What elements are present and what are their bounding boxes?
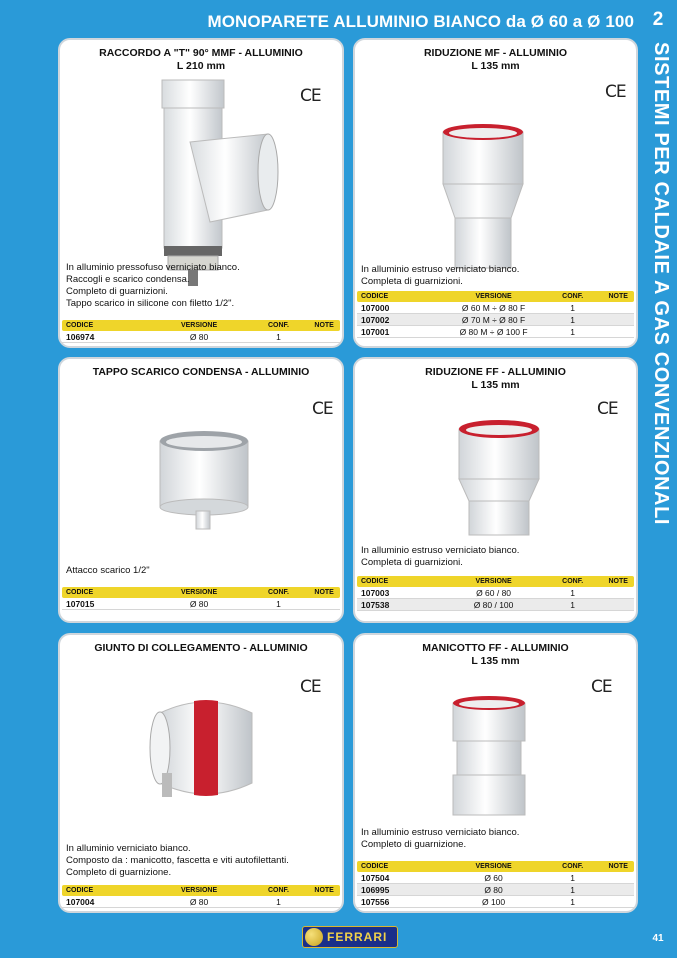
description-line: Completa di guarnizioni. — [361, 276, 463, 287]
sleeve-ff-image — [451, 693, 527, 821]
cell-code: 107004 — [66, 896, 95, 907]
col-code: CODICE — [361, 863, 389, 870]
cell-conf: 1 — [276, 896, 281, 907]
col-note: NOTE — [608, 863, 628, 870]
description-line: Completo di guarnizione. — [361, 839, 467, 850]
product-table — [357, 861, 634, 908]
cell-code: 106995 — [361, 884, 390, 895]
cell-version: Ø 80 — [484, 884, 503, 895]
cell-code: 107003 — [361, 587, 390, 598]
description-line: Attacco scarico 1/2" — [66, 565, 150, 576]
cell-version: Ø 100 — [481, 896, 506, 907]
table-header — [357, 861, 634, 872]
table-row — [357, 872, 634, 884]
table-row — [357, 599, 634, 611]
table-row — [62, 598, 340, 610]
description-line: In alluminio estruso verniciato bianco. — [361, 545, 520, 556]
table-header — [62, 885, 340, 896]
reducer-ff-image — [455, 417, 543, 539]
reducer-mf-image — [441, 122, 525, 272]
cell-conf: 1 — [276, 598, 281, 609]
table-row — [62, 331, 340, 343]
table-header — [62, 320, 340, 331]
table-row — [62, 896, 340, 908]
product-card-riduzione-mf — [353, 38, 638, 348]
table-row — [357, 587, 634, 599]
ce-mark-icon: CE — [597, 399, 618, 419]
cell-version: Ø 80 M ÷ Ø 100 F — [459, 326, 528, 337]
cell-conf: 1 — [570, 884, 576, 895]
cell-conf: 1 — [570, 599, 576, 610]
product-card-tappo-scarico — [58, 357, 344, 623]
cell-code: 107538 — [361, 599, 390, 610]
table-row — [357, 896, 634, 908]
product-table — [357, 576, 634, 611]
product-table — [357, 291, 634, 338]
col-code: CODICE — [66, 322, 94, 329]
condensate-cap-image — [156, 427, 252, 535]
col-note: NOTE — [608, 293, 628, 300]
card-title: RIDUZIONE FF - ALLUMINIO — [425, 366, 566, 378]
description-line: In alluminio verniciato bianco. — [66, 843, 191, 854]
table-row — [357, 302, 634, 314]
brand-logo — [302, 926, 398, 948]
description-line: Composto da : manicotto, fascetta e viti autofilettanti. — [66, 855, 289, 866]
cell-code: 107002 — [361, 314, 390, 325]
page-title: MONOPARETE ALLUMINIO BIANCO da Ø 60 a Ø 100 — [207, 12, 634, 31]
table-header — [357, 291, 634, 302]
cell-version: Ø 60 — [484, 872, 503, 883]
ce-mark-icon: CE — [312, 399, 333, 419]
card-title: RACCORDO A "T" 90° MMF - ALLUMINIO — [99, 47, 303, 59]
cell-code: 107000 — [361, 302, 390, 313]
cell-code: 106974 — [66, 331, 95, 342]
col-note: NOTE — [608, 578, 628, 585]
tee-pipe-image — [150, 72, 280, 292]
card-subtitle: L 135 mm — [471, 379, 520, 391]
description-line: Raccogli e scarico condensa. — [66, 274, 190, 285]
card-subtitle: L 135 mm — [471, 60, 520, 72]
product-table — [62, 885, 340, 908]
section-number: 2 — [652, 9, 664, 30]
cell-version: Ø 80 — [189, 331, 209, 342]
ce-mark-icon: CE — [300, 677, 321, 697]
cell-version: Ø 60 M ÷ Ø 80 F — [461, 302, 526, 313]
table-row — [357, 326, 634, 338]
col-conf: CONF. — [562, 293, 584, 300]
card-subtitle: L 210 mm — [176, 60, 226, 72]
cell-conf: 1 — [276, 331, 281, 342]
cell-conf: 1 — [570, 896, 576, 907]
card-subtitle: L 135 mm — [471, 655, 520, 667]
cell-version: Ø 80 — [189, 896, 209, 907]
table-header — [357, 576, 634, 587]
card-title: RIDUZIONE MF - ALLUMINIO — [423, 47, 568, 59]
col-note: NOTE — [314, 322, 334, 329]
description-line: In alluminio pressofuso verniciato bianco. — [66, 262, 240, 273]
cell-conf: 1 — [570, 314, 576, 325]
product-card-manicotto — [353, 633, 638, 913]
cell-conf: 1 — [570, 326, 576, 337]
col-version: VERSIONE — [180, 589, 218, 596]
ce-mark-icon: CE — [605, 82, 626, 102]
product-card-raccordo-t — [58, 38, 344, 348]
col-conf: CONF. — [562, 863, 584, 870]
col-version: VERSIONE — [475, 578, 512, 585]
page-number: 41 — [652, 933, 664, 944]
description-line: Completa di guarnizioni. — [361, 557, 463, 568]
cell-code: 107015 — [66, 598, 95, 609]
cell-code: 107556 — [361, 896, 390, 907]
col-code: CODICE — [66, 887, 94, 894]
product-card-giunto — [58, 633, 344, 913]
side-title: SISTEMI PER CALDAIE A GAS CONVENZIONALI — [650, 42, 672, 526]
col-code: CODICE — [361, 293, 389, 300]
card-title: MANICOTTO FF - ALLUMINIO — [422, 642, 569, 654]
description-line: Completo di guarnizioni. — [66, 286, 168, 297]
cell-code: 107001 — [361, 326, 390, 337]
ce-mark-icon: CE — [300, 86, 321, 106]
description-line: In alluminio estruso verniciato bianco. — [361, 264, 520, 275]
table-row — [357, 884, 634, 896]
product-card-riduzione-ff — [353, 357, 638, 623]
col-conf: CONF. — [267, 322, 289, 329]
product-table — [62, 587, 340, 610]
cell-version: Ø 70 M ÷ Ø 80 F — [461, 314, 526, 325]
cell-version: Ø 60 / 80 — [476, 587, 512, 598]
col-conf: CONF. — [267, 887, 289, 894]
col-note: NOTE — [314, 589, 334, 596]
description-line: In alluminio estruso verniciato bianco. — [361, 827, 520, 838]
ce-mark-icon: CE — [591, 677, 612, 697]
description-line: Tappo scarico in silicone con filetto 1/2". — [66, 298, 235, 309]
col-note: NOTE — [314, 887, 334, 894]
col-version: VERSIONE — [180, 887, 218, 894]
cell-code: 107504 — [361, 872, 390, 883]
table-header — [62, 587, 340, 598]
card-title: TAPPO SCARICO CONDENSA - ALLUMINIO — [92, 366, 310, 378]
card-title: GIUNTO DI COLLEGAMENTO - ALLUMINIO — [94, 642, 308, 654]
logo-emblem-icon — [305, 928, 323, 946]
product-table — [62, 320, 340, 343]
cell-conf: 1 — [570, 872, 576, 883]
table-row — [357, 314, 634, 326]
description-line: Completo di guarnizione. — [66, 867, 172, 878]
col-code: CODICE — [66, 589, 94, 596]
col-conf: CONF. — [562, 578, 584, 585]
cell-conf: 1 — [570, 587, 576, 598]
col-version: VERSIONE — [475, 863, 512, 870]
col-conf: CONF. — [267, 589, 289, 596]
coupling-clamp-image — [146, 683, 266, 805]
cell-conf: 1 — [570, 302, 576, 313]
col-version: VERSIONE — [180, 322, 218, 329]
cell-version: Ø 80 — [189, 598, 209, 609]
logo-wordmark: FERRARI — [327, 930, 388, 944]
col-version: VERSIONE — [475, 293, 512, 300]
col-code: CODICE — [361, 578, 389, 585]
cell-version: Ø 80 / 100 — [473, 599, 514, 610]
